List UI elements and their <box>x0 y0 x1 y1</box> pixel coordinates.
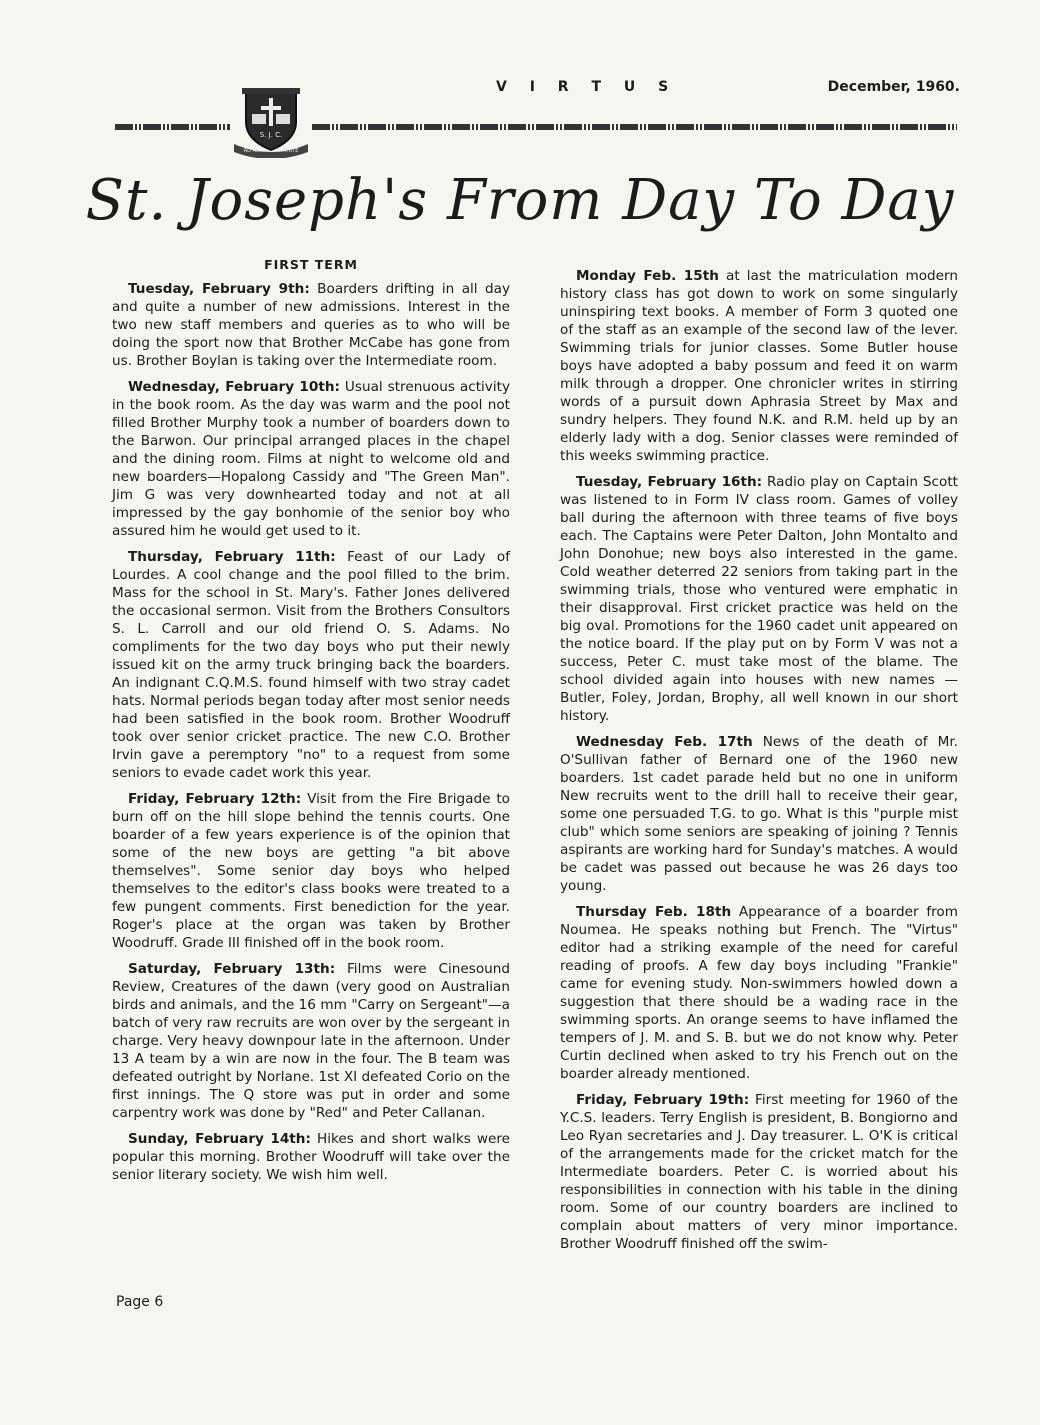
diary-entry <box>560 733 958 895</box>
entry-date: Wednesday Feb. 17th <box>576 734 753 750</box>
entry-text: Hikes and short walks were popular this morning. Brother Woodruff will take over the senior literary society. We wish him well. <box>112 1131 510 1183</box>
entry-text: Usual strenuous activity in the book room. As the day was warm and the pool not filled Brother Murphy took a number of boarders down to the Barwon. Our principal arranged places in the chapel and the dining room. Films at night to welcome old and new boarders—Hopalong Cassidy and "The Green Man". Jim G was very downhearted today and not at all impressed by the gay bonhomie of the senior boy who assured him he would get used to it. <box>112 379 510 539</box>
crest-motto-right: VIRTUTE <box>277 148 299 154</box>
diary-entry <box>112 960 510 1122</box>
diary-entry <box>560 473 958 725</box>
entry-date: Saturday, February 13th: <box>128 961 336 977</box>
left-column <box>112 256 510 1192</box>
entry-date: Monday Feb. 15th <box>576 268 719 284</box>
article-title: St. Joseph's From Day To Day <box>85 168 955 233</box>
diary-entry <box>112 280 510 370</box>
diary-entry <box>112 548 510 782</box>
entry-date: Wednesday, February 10th: <box>128 379 340 395</box>
page-number: Page 6 <box>116 1294 164 1310</box>
entry-text: at last the matriculation modern history class has got down to work on some singularly uninspiring text books. A member of Form 3 quoted one of the staff as an example of the second law of the lever. Swimming trials for junior classes. Some Butler house boys have adopted a baby possum and feed it on warm milk through a dropper. One chronicler writes in stirring words of a pursuit down Aphrasia Street by Max and sundry helpers. They found N.K. and R.M. held up by an elderly lady with a dog. Senior classes were reminded of this weeks swimming practice. <box>560 268 958 464</box>
diary-entry <box>560 267 958 465</box>
entry-date: Friday, February 19th: <box>576 1092 750 1108</box>
entry-date: Friday, February 12th: <box>128 791 302 807</box>
crest-initials: S. J. C. <box>259 131 283 139</box>
entry-text: Visit from the Fire Brigade to burn off on the hill slope behind the tennis courts. One boarder of a few years experience is of the opinion that some of the new boys are getting "a bit above themselves". Some senior day boys who helped themselves to the editor's class books were treated to a few pungent comments. First benediction for the year. Roger's place at the organ was taken by Brother Woodruff. Grade III finished off in the book room. <box>112 791 510 951</box>
header-rule-left <box>115 124 230 130</box>
entry-text: First meeting for 1960 of the Y.C.S. leaders. Terry English is president, B. Bongiorno and Leo Ryan secretaries and J. Day treasurer. L. O'K is critical of the arrangements made for the cricket match for the Intermediate boarders. Peter C. is worried about his responsibilities in connection with his table in the dining room. Some of our country boarders are inclined to complain about matters of very minor importance. Brother Woodruff finished off the swim- <box>560 1092 958 1252</box>
issue-date: December, 1960. <box>827 79 960 95</box>
entry-text: Radio play on Captain Scott was listened to in Form IV class room. Games of volley ball during the afternoon with three teams of five boys each. The Captains were Peter Dalton, John Montalto and John Donohue; new boys also interested in the game. Cold weather deterred 22 seniors from taking part in the swimming trials, those who ventured were emphatic in their disapproval. First cricket practice was held on the big oval. Promotions for the 1960 cadet unit appeared on the notice board. If the play put on by Form V was not a success, Peter C. must take most of the blame. The school divided again into houses with new names — Butler, Foley, Jordan, Brophy, all well known in our short history. <box>560 474 958 724</box>
diary-entry <box>560 1091 958 1253</box>
entry-text: Feast of our Lady of Lourdes. A cool change and the pool filled to the brim. Mass for the school in St. Mary's. Father Jones delivered the occasional sermon. Visit from the Brothers Consultors S. L. Carroll and our old friend O. S. Adams. No compliments for the two day boys who put their newly issued kit on the army truck bringing back the boarders. An indignant C.Q.M.S. found himself with two stray cadet hats. Normal periods began today after most senior needs had been satisfied in the book room. Brother Woodruff took over senior cricket practice. The new C.O. Brother Irvin gave a peremptory "no" to a request from some seniors to evade cadet work this year. <box>112 549 510 781</box>
entry-date: Thursday, February 11th: <box>128 549 336 565</box>
entry-text: Appearance of a boarder from Noumea. He speaks nothing but French. The "Virtus" editor had a striking example of the need for careful reading of proofs. A few day boys including "Frankie" came for evening study. Non-swimmers howled down a suggestion that there should be a wading race in the swimming sports. An orange seems to have inflamed the tempers of J. M. and S. B. but we do not know why. Peter Curtin declined when asked to try his French out on the boarder already mentioned. <box>560 904 958 1082</box>
diary-entry <box>112 1130 510 1184</box>
right-column <box>560 267 958 1261</box>
crest-motto-left: AD ALTA <box>243 148 265 154</box>
entry-text: Boarders drifting in all day and quite a number of new admissions. Interest in the two new staff members and queries as to who will be doing the sport now that Brother McCabe has gone from us. Brother Boylan is taking over the Intermediate room. <box>112 281 511 369</box>
term-heading: FIRST TERM <box>264 257 358 272</box>
entry-date: Tuesday, February 16th: <box>576 474 763 490</box>
entry-date: Tuesday, February 9th: <box>128 281 310 297</box>
entry-text: Films were Cinesound Review, Creatures of the dawn (very good on Australian birds and animals, and the 16 mm "Carry on Sergeant"—a batch of very raw recruits are won over by the sergeant in charge. Very heavy downpour late in the afternoon. Under 13 A team by a win are now in the four. The B team was defeated outright by Norlane. 1st XI defeated Corio on the first innings. The Q store was put in order and some carpentry work was done by "Red" and Peter Callanan. <box>112 961 510 1121</box>
diary-entry <box>560 903 958 1083</box>
entry-date: Thursday Feb. 18th <box>576 904 732 920</box>
entry-date: Sunday, February 14th: <box>128 1131 311 1147</box>
school-crest-icon <box>232 78 310 158</box>
entry-text: News of the death of Mr. O'Sullivan father of Bernard one of the 1960 new boarders. 1st cadet parade held but no one in uniform New recruits went to the drill hall to receive their gear, some one persuaded T.G. to go. What is this "purple mist club" which some seniors are speaking of joining ? Tennis aspirants are working hard for Sunday's matches. A would be cadet was passed out because he was 26 days too young. <box>560 734 958 894</box>
diary-entry <box>112 790 510 952</box>
diary-entry <box>112 378 510 540</box>
magazine-title: V I R T U S <box>496 79 678 95</box>
header-rule-right <box>312 124 957 130</box>
